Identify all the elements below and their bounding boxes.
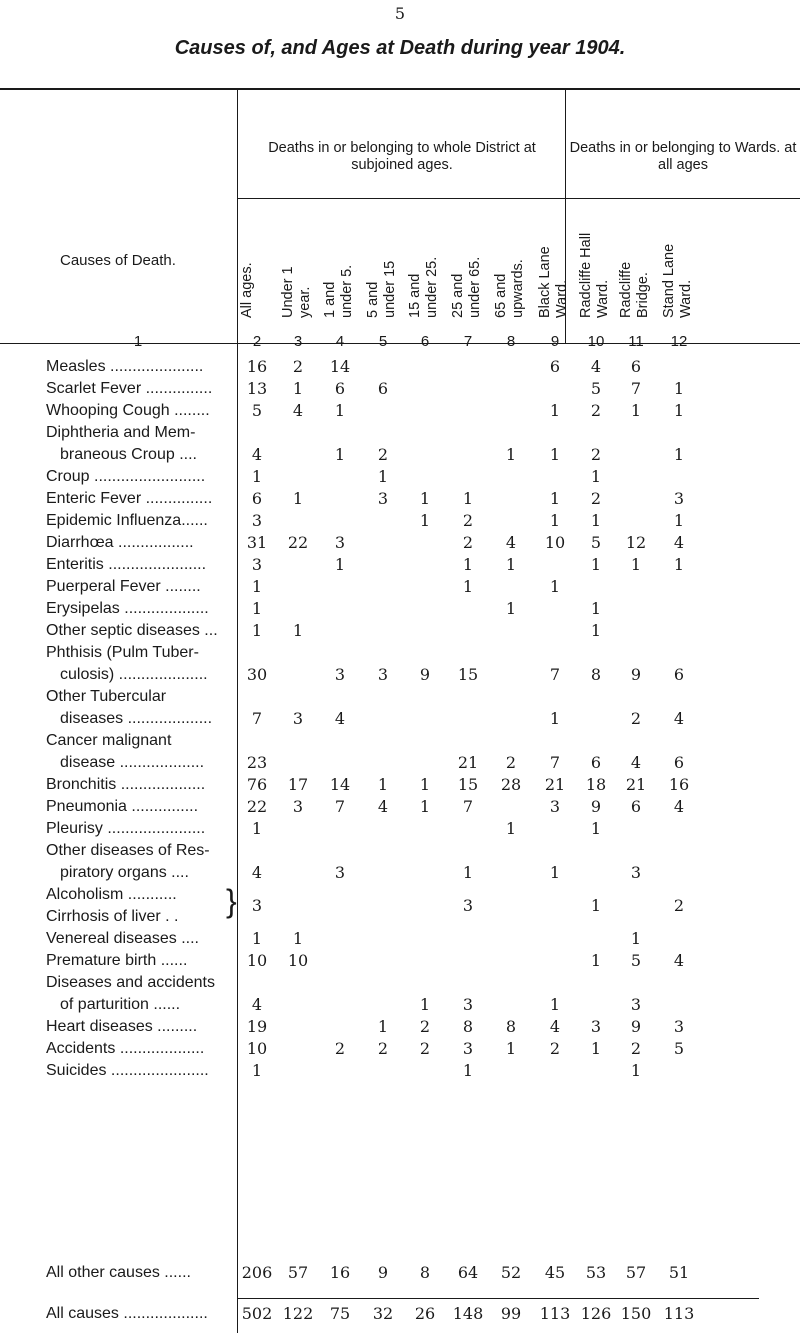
row-label: Premature birth ...... (46, 952, 188, 969)
table-cell: 1 (590, 621, 602, 640)
table-cell: 1 (505, 819, 517, 838)
table-cell: 4 (590, 357, 602, 376)
column-heading-label: Radcliffe Bridge. (618, 261, 651, 318)
table-cell: 13 (246, 379, 268, 398)
table-cell: 26 (414, 1304, 436, 1323)
table-cell: 1 (419, 995, 431, 1014)
row-label: All causes ................... (46, 1305, 208, 1322)
table-cell: 31 (246, 533, 268, 552)
table-cell: 1 (590, 951, 602, 970)
table-cell: 10 (544, 533, 566, 552)
row-label: Diseases and accidents (46, 974, 215, 991)
column-number: 7 (463, 333, 473, 350)
table-cell: 2 (377, 1039, 389, 1058)
table-cell: 1 (549, 401, 561, 420)
column-heading-label: 5 and under 15 (365, 260, 398, 318)
table-cell: 7 (334, 797, 346, 816)
table-cell: 1 (673, 511, 685, 530)
table-cell: 12 (625, 533, 647, 552)
table-cell: 5 (630, 951, 642, 970)
table-cell: 9 (419, 665, 431, 684)
row-label: Pleurisy ...................... (46, 820, 206, 837)
table-cell: 1 (630, 1061, 642, 1080)
table-cell: 8 (462, 1017, 474, 1036)
table-cell: 1 (251, 819, 263, 838)
table-cell: 1 (377, 467, 389, 486)
column-number: 11 (628, 333, 644, 350)
table-cell: 2 (673, 896, 685, 915)
subtotal-rule (237, 1298, 759, 1299)
column-heading-label: Black Lane Ward. (537, 246, 570, 318)
column-heading-label: Stand Lane Ward. (661, 243, 694, 318)
table-cell: 2 (419, 1017, 431, 1036)
table-cell: 1 (334, 555, 346, 574)
table-cell: 3 (377, 489, 389, 508)
table-cell: 2 (590, 401, 602, 420)
table-cell: 1 (590, 511, 602, 530)
table-cell: 6 (377, 379, 389, 398)
row-label: Erysipelas ................... (46, 600, 209, 617)
table-cell: 1 (251, 1061, 263, 1080)
table-cell: 4 (673, 709, 685, 728)
table-cell: 7 (251, 709, 263, 728)
table-cell: 1 (590, 599, 602, 618)
table-cell: 28 (500, 775, 522, 794)
row-label: Venereal diseases .... (46, 930, 199, 947)
table-cell: 6 (549, 357, 561, 376)
table-cell: 7 (462, 797, 474, 816)
table-cell: 1 (549, 577, 561, 596)
table-cell: 1 (419, 797, 431, 816)
column-number: 10 (587, 333, 605, 350)
row-label: Phthisis (Pulm Tuber- (46, 644, 199, 661)
table-cell: 10 (287, 951, 309, 970)
table-cell: 6 (590, 753, 602, 772)
table-cell: 1 (590, 819, 602, 838)
table-cell: 4 (251, 863, 263, 882)
table-cell: 3 (549, 797, 561, 816)
table-cell: 3 (462, 896, 474, 915)
table-cell: 1 (292, 929, 304, 948)
table-cell: 57 (287, 1263, 309, 1282)
page-number: 5 (394, 4, 406, 23)
table-cell: 15 (457, 665, 479, 684)
table-cell: 5 (251, 401, 263, 420)
table-cell: 57 (625, 1263, 647, 1282)
row-label: Cancer malignant (46, 732, 172, 749)
table-cell: 1 (549, 445, 561, 464)
table-cell: 1 (334, 445, 346, 464)
table-cell: 4 (251, 995, 263, 1014)
table-cell: 8 (419, 1263, 431, 1282)
table-cell: 6 (630, 357, 642, 376)
table-cell: 6 (334, 379, 346, 398)
table-cell: 7 (549, 753, 561, 772)
table-cell: 1 (377, 775, 389, 794)
table-cell: 15 (457, 775, 479, 794)
table-cell: 2 (462, 533, 474, 552)
row-label: Diphtheria and Mem- (46, 424, 196, 441)
row-label: Other septic diseases ... (46, 622, 218, 639)
table-cell: 7 (549, 665, 561, 684)
table-cell: 113 (539, 1304, 571, 1323)
table-cell: 1 (590, 467, 602, 486)
table-cell: 64 (457, 1263, 479, 1282)
column-number: 4 (335, 333, 345, 350)
table-cell: 1 (673, 379, 685, 398)
table-cell: 1 (419, 489, 431, 508)
table-cell: 3 (673, 1017, 685, 1036)
table-cell: 206 (241, 1263, 273, 1282)
table-cell: 4 (673, 797, 685, 816)
table-cell: 21 (625, 775, 647, 794)
table-cell: 502 (241, 1304, 273, 1323)
table-cell: 6 (673, 665, 685, 684)
table-cell: 1 (251, 467, 263, 486)
table-cell: 16 (329, 1263, 351, 1282)
table-cell: 5 (590, 533, 602, 552)
row-label: Accidents ................... (46, 1040, 205, 1057)
top-rule (0, 88, 800, 90)
row-label: Enteric Fever ............... (46, 490, 213, 507)
row-label: Epidemic Influenza...... (46, 512, 208, 529)
table-cell: 1 (673, 401, 685, 420)
table-cell: 9 (377, 1263, 389, 1282)
table-cell: 76 (246, 775, 268, 794)
table-cell: 9 (630, 665, 642, 684)
table-cell: 1 (292, 379, 304, 398)
table-cell: 18 (585, 775, 607, 794)
table-cell: 2 (292, 357, 304, 376)
table-cell: 1 (419, 775, 431, 794)
table-cell: 126 (580, 1304, 612, 1323)
row-label: braneous Croup .... (60, 446, 197, 463)
table-cell: 4 (630, 753, 642, 772)
table-cell: 4 (292, 401, 304, 420)
table-cell: 1 (462, 489, 474, 508)
table-cell: 22 (246, 797, 268, 816)
table-cell: 3 (334, 665, 346, 684)
table-cell: 16 (668, 775, 690, 794)
table-cell: 2 (377, 445, 389, 464)
table-cell: 3 (377, 665, 389, 684)
column-number: 8 (506, 333, 516, 350)
table-cell: 14 (329, 775, 351, 794)
table-cell: 9 (630, 1017, 642, 1036)
table-cell: 1 (251, 929, 263, 948)
table-cell: 1 (549, 709, 561, 728)
table-cell: 3 (462, 1039, 474, 1058)
row-label: Heart diseases ......... (46, 1018, 198, 1035)
table-cell: 1 (462, 863, 474, 882)
table-cell: 2 (590, 445, 602, 464)
table-cell: 4 (673, 533, 685, 552)
column-number: 12 (670, 333, 688, 350)
table-cell: 9 (590, 797, 602, 816)
table-cell: 19 (246, 1017, 268, 1036)
table-cell: 3 (334, 533, 346, 552)
table-cell: 4 (251, 445, 263, 464)
column-heading-label: 25 and under 65. (450, 256, 483, 318)
table-cell: 6 (673, 753, 685, 772)
table-cell: 23 (246, 753, 268, 772)
table-cell: 8 (505, 1017, 517, 1036)
table-cell: 4 (505, 533, 517, 552)
table-cell: 3 (292, 797, 304, 816)
row-label: Pneumonia ............... (46, 798, 199, 815)
table-cell: 1 (462, 555, 474, 574)
row-label: Enteritis ...................... (46, 556, 207, 573)
table-cell: 4 (673, 951, 685, 970)
table-cell: 1 (251, 621, 263, 640)
table-cell: 30 (246, 665, 268, 684)
table-cell: 5 (590, 379, 602, 398)
row-label: Suicides ...................... (46, 1062, 209, 1079)
table-cell: 1 (673, 445, 685, 464)
wards-group-heading: Deaths in or belonging to Wards. at all ages (569, 140, 797, 173)
table-cell: 10 (246, 951, 268, 970)
row-label: Bronchitis ................... (46, 776, 206, 793)
table-cell: 1 (549, 995, 561, 1014)
column-number: 1 (133, 333, 143, 350)
table-cell: 2 (505, 753, 517, 772)
row-label: Scarlet Fever ............... (46, 380, 213, 397)
table-cell: 1 (630, 555, 642, 574)
table-cell: 1 (590, 896, 602, 915)
table-cell: 3 (334, 863, 346, 882)
table-cell: 21 (457, 753, 479, 772)
table-cell: 3 (251, 555, 263, 574)
row-label: All other causes ...... (46, 1264, 191, 1281)
table-cell: 16 (246, 357, 268, 376)
causes-of-death-heading: Causes of Death. (60, 252, 176, 269)
table-cell: 22 (287, 533, 309, 552)
table-cell: 10 (246, 1039, 268, 1058)
table-cell: 3 (630, 863, 642, 882)
table-cell: 1 (630, 401, 642, 420)
table-cell: 14 (329, 357, 351, 376)
table-cell: 1 (549, 511, 561, 530)
table-cell: 75 (329, 1304, 351, 1323)
table-cell: 1 (462, 1061, 474, 1080)
row-label: Cirrhosis of liver . . (46, 908, 179, 925)
column-number: 5 (378, 333, 388, 350)
district-group-heading: Deaths in or belonging to whole District at subjoined ages. (268, 140, 536, 173)
table-cell: 1 (462, 577, 474, 596)
table-cell: 7 (630, 379, 642, 398)
table-cell: 8 (590, 665, 602, 684)
row-label: Diarrhœa ................. (46, 534, 194, 551)
table-cell: 3 (251, 511, 263, 530)
table-cell: 113 (663, 1304, 695, 1323)
column-number: 2 (252, 333, 262, 350)
column-heading-label: 65 and upwards. (493, 259, 526, 318)
table-cell: 2 (549, 1039, 561, 1058)
table-cell: 1 (590, 555, 602, 574)
table-cell: 148 (452, 1304, 484, 1323)
table-cell: 21 (544, 775, 566, 794)
table-cell: 1 (505, 599, 517, 618)
table-cell: 1 (334, 401, 346, 420)
table-cell: 53 (585, 1263, 607, 1282)
table-cell: 6 (251, 489, 263, 508)
table-cell: 122 (282, 1304, 314, 1323)
row-label: diseases ................... (60, 710, 213, 727)
table-cell: 2 (590, 489, 602, 508)
table-cell: 1 (292, 621, 304, 640)
table-cell: 17 (287, 775, 309, 794)
table-cell: 1 (505, 445, 517, 464)
row-label: Puerperal Fever ........ (46, 578, 201, 595)
table-cell: 4 (549, 1017, 561, 1036)
column-heading-label: Radcliffe Hall Ward. (578, 232, 611, 318)
table-cell: 3 (590, 1017, 602, 1036)
column-number: 6 (420, 333, 430, 350)
table-cell: 4 (334, 709, 346, 728)
column-heading-label: All ages. (239, 262, 255, 318)
table-cell: 2 (630, 709, 642, 728)
row-label: Other Tubercular (46, 688, 167, 705)
table-cell: 1 (505, 555, 517, 574)
brace-icon: } (226, 883, 237, 919)
table-cell: 1 (549, 489, 561, 508)
table-cell: 3 (292, 709, 304, 728)
row-label: disease ................... (60, 754, 205, 771)
table-cell: 1 (505, 1039, 517, 1058)
column-heading-label: Under 1 year. (280, 266, 313, 318)
row-label: Measles ..................... (46, 358, 204, 375)
table-cell: 6 (630, 797, 642, 816)
table-cell: 1 (549, 863, 561, 882)
table-cell: 5 (673, 1039, 685, 1058)
column-heading-label: 15 and under 25. (407, 256, 440, 318)
table-cell: 3 (673, 489, 685, 508)
table-cell: 2 (334, 1039, 346, 1058)
table-cell: 1 (377, 1017, 389, 1036)
table-cell: 3 (462, 995, 474, 1014)
table-cell: 2 (630, 1039, 642, 1058)
row-label: Whooping Cough ........ (46, 402, 210, 419)
table-cell: 2 (419, 1039, 431, 1058)
row-label: Other diseases of Res- (46, 842, 210, 859)
column-heading-label: 1 and under 5. (322, 264, 355, 318)
table-cell: 1 (251, 577, 263, 596)
table-cell: 1 (630, 929, 642, 948)
table-cell: 51 (668, 1263, 690, 1282)
table-cell: 1 (292, 489, 304, 508)
table-cell: 32 (372, 1304, 394, 1323)
table-cell: 150 (620, 1304, 652, 1323)
table-cell: 2 (462, 511, 474, 530)
table-cell: 52 (500, 1263, 522, 1282)
table-cell: 1 (251, 599, 263, 618)
table-cell: 1 (590, 1039, 602, 1058)
column-number: 3 (293, 333, 303, 350)
table-cell: 4 (377, 797, 389, 816)
header-divider-rule (237, 198, 800, 199)
table-cell: 3 (251, 896, 263, 915)
table-cell: 1 (673, 555, 685, 574)
table-cell: 45 (544, 1263, 566, 1282)
row-label: Croup ......................... (46, 468, 206, 485)
table-cell: 1 (419, 511, 431, 530)
column-number: 9 (550, 333, 560, 350)
row-label: Alcoholism ........... (46, 886, 177, 903)
row-label: piratory organs .... (60, 864, 189, 881)
page-title: Causes of, and Ages at Death during year 1904. (174, 37, 626, 59)
table-cell: 3 (630, 995, 642, 1014)
table-cell: 99 (500, 1304, 522, 1323)
row-label: culosis) .................... (60, 666, 208, 683)
row-label: of parturition ...... (60, 996, 181, 1013)
